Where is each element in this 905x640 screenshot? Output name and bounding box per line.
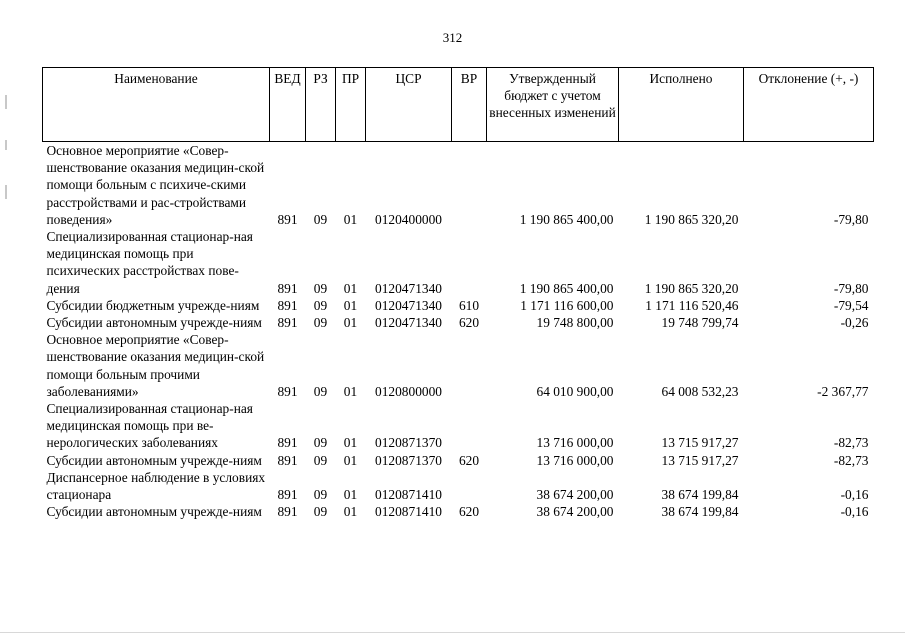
- table-header-row: [43, 68, 874, 142]
- row-vr: 610: [458, 297, 480, 313]
- row-pr: 01: [343, 452, 358, 468]
- row-vr: 620: [458, 315, 480, 331]
- page-edge-line: [0, 632, 905, 633]
- row-csr: 0120471340: [375, 280, 442, 296]
- table-row: [43, 314, 874, 331]
- row-approved: 19 748 800,00: [536, 315, 614, 331]
- row-ved: 891: [277, 487, 298, 503]
- header-ved: ВЕД: [270, 68, 306, 142]
- row-vr: [452, 400, 487, 452]
- row-rz: 09: [313, 315, 328, 331]
- row-name: Специализированная стационар-ная медицинская помощь при ве-нерологических заболеваниях: [46, 401, 253, 451]
- row-executed: 19 748 799,74: [661, 315, 739, 331]
- row-name: Субсидии автономным учрежде-ниям: [46, 315, 262, 331]
- row-ved: 891: [277, 452, 298, 468]
- row-rz: 09: [313, 383, 328, 399]
- row-deviation: -0,16: [840, 487, 869, 503]
- row-executed: 1 190 865 320,20: [644, 280, 739, 296]
- row-vr: [452, 331, 487, 400]
- row-pr: 01: [343, 211, 358, 227]
- table-body: [43, 142, 874, 521]
- budget-table: [42, 67, 874, 520]
- row-approved: 1 190 865 400,00: [519, 211, 614, 227]
- row-deviation: -79,80: [833, 280, 869, 296]
- row-vr: [452, 469, 487, 503]
- row-rz: 09: [313, 435, 328, 451]
- table-row: [43, 503, 874, 520]
- row-name: Субсидии автономным учрежде-ниям: [46, 504, 262, 520]
- row-csr: 0120471340: [375, 315, 442, 331]
- row-approved: 38 674 200,00: [536, 487, 614, 503]
- row-rz: 09: [313, 211, 328, 227]
- row-name: Основное мероприятие «Совер-шенствование оказания медицин-ской помощи больным прочими заболеваниями»: [46, 332, 265, 399]
- page-number: 312: [442, 30, 463, 45]
- row-ved: 891: [277, 211, 298, 227]
- table-row: [43, 228, 874, 297]
- scan-mark: [5, 185, 7, 199]
- row-approved: 64 010 900,00: [536, 383, 614, 399]
- row-csr: 0120800000: [375, 383, 442, 399]
- row-rz: 09: [313, 504, 328, 520]
- row-executed: 1 171 116 520,46: [645, 297, 739, 313]
- row-deviation: -82,73: [833, 435, 869, 451]
- header-rz: РЗ: [306, 68, 336, 142]
- header-approved: Утвержденный бюджет с учетом внесенных изменений: [487, 68, 619, 142]
- row-rz: 09: [313, 452, 328, 468]
- row-deviation: -2 367,77: [817, 383, 869, 399]
- row-ved: 891: [277, 297, 298, 313]
- row-csr: 0120871410: [375, 487, 442, 503]
- table-row: [43, 452, 874, 469]
- row-ved: 891: [277, 280, 298, 296]
- row-name: Субсидии автономным учрежде-ниям: [46, 452, 262, 468]
- row-executed: 13 715 917,27: [661, 435, 739, 451]
- row-pr: 01: [343, 315, 358, 331]
- row-csr: 0120871370: [375, 435, 442, 451]
- row-executed: 1 190 865 320,20: [644, 211, 739, 227]
- row-name: Специализированная стационар-ная медицинская помощь при психических расстройствах пове-дения: [46, 229, 253, 296]
- row-pr: 01: [343, 504, 358, 520]
- row-approved: 13 716 000,00: [536, 452, 614, 468]
- row-ved: 891: [277, 435, 298, 451]
- row-executed: 38 674 199,84: [661, 504, 739, 520]
- row-executed: 13 715 917,27: [661, 452, 739, 468]
- header-executed: Исполнено: [619, 68, 744, 142]
- row-pr: 01: [343, 280, 358, 296]
- row-csr: 0120871410: [375, 504, 442, 520]
- header-vr: ВР: [452, 68, 487, 142]
- row-name: Основное мероприятие «Совер-шенствование оказания медицин-ской помощи больным с психиче-скими расстройствами и рас-стройствами поведения»: [46, 143, 265, 227]
- row-approved: 1 190 865 400,00: [519, 280, 614, 296]
- table-row: [43, 331, 874, 400]
- scan-mark: [5, 140, 7, 150]
- table-row: [43, 469, 874, 503]
- row-deviation: -82,73: [833, 452, 869, 468]
- row-csr: 0120471340: [375, 297, 442, 313]
- row-vr: 620: [458, 504, 480, 520]
- table-row: [43, 297, 874, 314]
- row-pr: 01: [343, 383, 358, 399]
- row-vr: [452, 142, 487, 229]
- row-name: Диспансерное наблюдение в условиях стационара: [46, 469, 266, 503]
- row-approved: 38 674 200,00: [536, 504, 614, 520]
- row-executed: 38 674 199,84: [661, 487, 739, 503]
- row-executed: 64 008 532,23: [661, 383, 739, 399]
- row-ved: 891: [277, 315, 298, 331]
- row-deviation: -0,26: [840, 315, 869, 331]
- row-csr: 0120400000: [375, 211, 442, 227]
- row-deviation: -0,16: [840, 504, 869, 520]
- header-name: Наименование: [43, 68, 270, 142]
- row-rz: 09: [313, 280, 328, 296]
- table-row: [43, 142, 874, 229]
- table-row: [43, 400, 874, 452]
- row-rz: 09: [313, 297, 328, 313]
- row-deviation: -79,80: [833, 211, 869, 227]
- row-approved: 13 716 000,00: [536, 435, 614, 451]
- row-pr: 01: [343, 297, 358, 313]
- scan-mark: [5, 95, 7, 109]
- row-deviation: -79,54: [833, 297, 869, 313]
- header-csr: ЦСР: [366, 68, 452, 142]
- row-pr: 01: [343, 487, 358, 503]
- header-deviation: Отклонение (+, -): [744, 68, 874, 142]
- row-rz: 09: [313, 487, 328, 503]
- row-ved: 891: [277, 383, 298, 399]
- row-csr: 0120871370: [375, 452, 442, 468]
- header-pr: ПР: [336, 68, 366, 142]
- row-vr: [452, 228, 487, 297]
- row-ved: 891: [277, 504, 298, 520]
- row-approved: 1 171 116 600,00: [520, 297, 614, 313]
- row-vr: 620: [458, 452, 480, 468]
- row-name: Субсидии бюджетным учрежде-ниям: [46, 297, 260, 313]
- row-pr: 01: [343, 435, 358, 451]
